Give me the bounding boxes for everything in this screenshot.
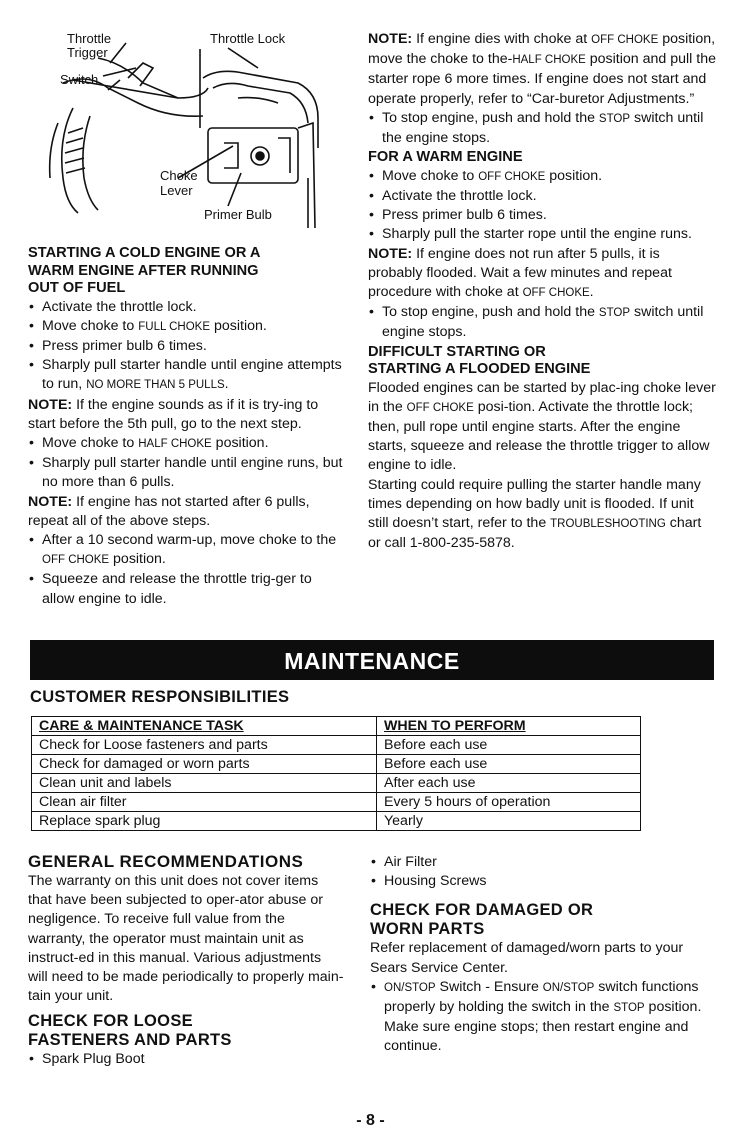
loose-fasteners-heading-2: FASTENERS AND PARTS bbox=[28, 1031, 232, 1050]
list-item: • Air Filter bbox=[370, 853, 715, 872]
cold-start-heading-1: STARTING A COLD ENGINE OR A bbox=[28, 245, 261, 261]
note-paragraph: NOTE: If the engine sounds as if it is try-ing to start before the 5th pull, go to the next step. bbox=[28, 396, 319, 432]
engine-controls-figure bbox=[28, 28, 328, 233]
cold-start-steps bbox=[28, 298, 346, 396]
damaged-parts-text: Refer replacement of damaged/worn parts to your Sears Service Center. bbox=[370, 940, 684, 976]
table-cell: Replace spark plug bbox=[32, 812, 377, 831]
list-item: • Sharply pull starter handle until engine attempts to run, NO MORE THAN 5 PULLS. bbox=[28, 356, 346, 395]
list-item: • Squeeze and release the throttle trig-ger to allow engine to idle. bbox=[28, 570, 346, 608]
warm-engine-heading: FOR A WARM ENGINE bbox=[368, 149, 523, 166]
table-header-row bbox=[32, 717, 641, 736]
loose-fasteners-heading-1: CHECK FOR LOOSE bbox=[28, 1012, 193, 1031]
table-cell: After each use bbox=[377, 774, 641, 793]
throttle-lock-label: Throttle Lock bbox=[210, 31, 286, 46]
table-row bbox=[32, 774, 641, 793]
list-item: • Press primer bulb 6 times. bbox=[28, 337, 346, 356]
list-item: • Spark Plug Boot bbox=[28, 1050, 344, 1069]
table-cell: Clean unit and labels bbox=[32, 774, 377, 793]
page-number: - 8 - bbox=[356, 1112, 385, 1129]
table-cell: Clean air filter bbox=[32, 793, 377, 812]
table-header: WHEN TO PERFORM bbox=[377, 717, 641, 736]
table-cell: Before each use bbox=[377, 755, 641, 774]
table-cell: Before each use bbox=[377, 736, 641, 755]
list-item: • Housing Screws bbox=[370, 872, 715, 891]
note-paragraph: NOTE: If engine dies with choke at OFF CHOKE position, move the choke to the-HALF CHOKE position and pull the starter rope 6 more times. If engine does not start and operate properly, refer to “Car-buretor Adjustments.” bbox=[368, 31, 716, 107]
damaged-parts-heading-1: CHECK FOR DAMAGED OR bbox=[370, 901, 594, 920]
table-row bbox=[32, 793, 641, 812]
bottom-left-section bbox=[28, 852, 344, 1070]
note-paragraph: NOTE: If engine does not run after 5 pulls, it is probably flooded. Wait a few minutes and repeat procedure with choke at OFF CHOKE. bbox=[368, 245, 672, 300]
list-item: • Sharply pull starter handle until engine runs, but no more than 6 pulls. bbox=[28, 454, 346, 492]
list-item: • Press primer bulb 6 times. bbox=[368, 206, 716, 225]
cold-start-heading-2: WARM ENGINE AFTER RUNNING bbox=[28, 262, 259, 279]
loose-parts-list bbox=[28, 1050, 344, 1069]
cold-start-section bbox=[28, 244, 346, 609]
general-recommendations-text: The warranty on this unit does not cover items that have been subjected to oper-ator abuse or negligence. To receive full value from the warranty, the operator must maintain unit as instruct-ed in this manual. Various adjustments will need to be made periodically to properly main-tain your unit. bbox=[28, 873, 344, 1005]
list-item: • Activate the throttle lock. bbox=[28, 298, 346, 317]
damaged-parts-list bbox=[370, 978, 715, 1057]
table-row bbox=[32, 755, 641, 774]
cold-start-heading-3: OUT OF FUEL bbox=[28, 280, 126, 296]
choke-lever-label-2: Lever bbox=[160, 183, 193, 198]
list-item: • To stop engine, push and hold the STOP switch until the engine stops. bbox=[368, 109, 716, 148]
difficult-starting-heading: DIFFICULT STARTING OR bbox=[368, 343, 546, 360]
right-top-section bbox=[368, 30, 716, 553]
table-cell: Every 5 hours of operation bbox=[377, 793, 641, 812]
stop-list-1 bbox=[368, 109, 716, 148]
list-item: • Activate the throttle lock. bbox=[368, 187, 716, 206]
cold-start-steps-2 bbox=[28, 434, 346, 493]
customer-responsibilities-title: CUSTOMER RESPONSIBILITIES bbox=[30, 688, 290, 706]
warm-engine-steps bbox=[368, 167, 716, 245]
list-item: • Move choke to HALF CHOKE position. bbox=[28, 434, 346, 454]
table-row bbox=[32, 812, 641, 831]
primer-bulb-label: Primer Bulb bbox=[204, 207, 272, 222]
table-cell: Check for Loose fasteners and parts bbox=[32, 736, 377, 755]
damaged-parts-heading-2: WORN PARTS bbox=[370, 920, 485, 939]
flooded-paragraph-1: Flooded engines can be started by plac-ing choke lever in the OFF CHOKE posi-tion. Activate the throttle lock; then, pull rope until engine starts. After the engine starts, squeeze and release the throttle trigger to allow engine to idle. bbox=[368, 379, 716, 474]
table-cell: Yearly bbox=[377, 812, 641, 831]
cold-start-steps-3 bbox=[28, 531, 346, 609]
note-paragraph: NOTE: If engine has not started after 6 pulls, repeat all of the above steps. bbox=[28, 493, 310, 529]
maintenance-banner: MAINTENANCE bbox=[30, 640, 714, 680]
list-item: • Move choke to OFF CHOKE position. bbox=[368, 167, 716, 187]
table-cell: Check for damaged or worn parts bbox=[32, 755, 377, 774]
choke-lever-label-1: Choke bbox=[160, 168, 198, 183]
table-header: CARE & MAINTENANCE TASK bbox=[32, 717, 377, 736]
switch-label: Switch bbox=[60, 72, 99, 87]
flooded-engine-heading: STARTING A FLOODED ENGINE bbox=[368, 361, 591, 378]
loose-parts-list-cont bbox=[370, 853, 715, 891]
maintenance-table bbox=[31, 716, 641, 831]
list-item: • To stop engine, push and hold the STOP switch until engine stops. bbox=[368, 303, 716, 342]
list-item: • Move choke to FULL CHOKE position. bbox=[28, 317, 346, 337]
stop-list-2 bbox=[368, 303, 716, 342]
list-item: • Sharply pull the starter rope until the engine runs. bbox=[368, 225, 716, 244]
throttle-trigger-label-2: Trigger bbox=[67, 45, 108, 60]
flooded-paragraph-2: Starting could require pulling the starter handle many times depending on how badly unit is flooded. If unit still doesn’t start, refer to the TROUBLESHOOTING chart or call 1-800-235-5878. bbox=[368, 476, 702, 552]
list-item: • ON/STOP Switch - Ensure ON/STOP switch functions properly by holding the switch in the STOP position. Make sure engine stops; then restart engine and continue. bbox=[370, 978, 715, 1057]
general-recommendations-heading: GENERAL RECOMMENDATIONS bbox=[28, 852, 304, 871]
throttle-trigger-label-1: Throttle bbox=[67, 31, 112, 46]
table-row bbox=[32, 736, 641, 755]
bottom-right-section bbox=[370, 853, 715, 1057]
list-item: • After a 10 second warm-up, move choke to the OFF CHOKE position. bbox=[28, 531, 346, 570]
